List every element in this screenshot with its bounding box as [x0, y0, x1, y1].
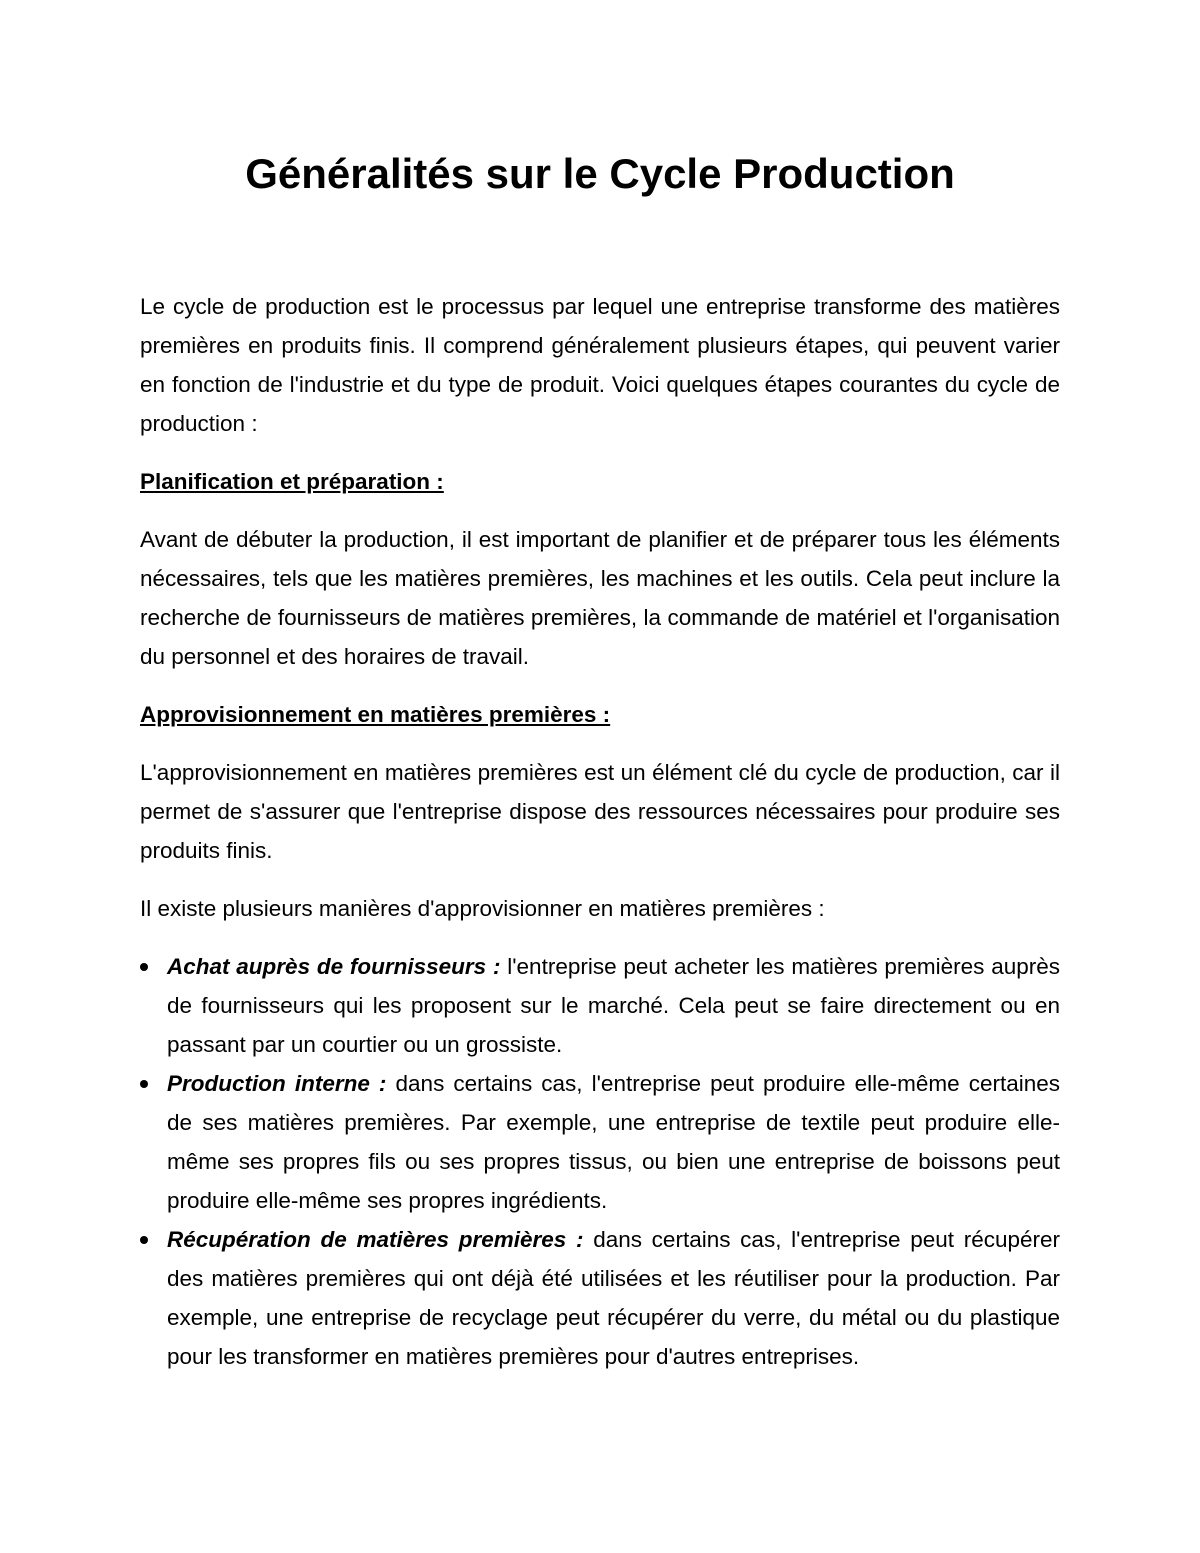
planification-paragraph: Avant de débuter la production, il est important de planifier et de préparer tous les éléments nécessaires, tels que les matières premières, les machines et les outils. Cela peut inclure la recherche de fournisseurs de matières premières, la commande de matériel et l'organisation du personnel et des horaires de travail. [140, 527, 1060, 669]
approvisionnement-lead: Il existe plusieurs manières d'approvisionner en matières premières : [140, 896, 825, 921]
list-item-text: dans certains cas, l'entreprise peut récupérer des matières premières qui ont déjà été utilisées et les réutiliser pour la production. Par exemple, une entreprise de recyclage peut récupérer du verre, du métal ou du plastique pour les transformer en matières premières pour d'autres entreprises. [167, 1227, 1060, 1369]
approvisionnement-paragraph: L'approvisionnement en matières premières est un élément clé du cycle de production, car il permet de s'assurer que l'entreprise dispose des ressources nécessaires pour produire ses produits finis. [140, 760, 1060, 863]
list-item-term: Achat auprès de fournisseurs : [167, 954, 501, 979]
list-item-text: l'entreprise peut acheter les matières premières auprès de fournisseurs qui les proposent sur le marché. Cela peut se faire directement ou en passant par un courtier ou un grossiste. [167, 954, 1060, 1057]
page-title: Généralités sur le Cycle Production [245, 150, 955, 197]
list-item-term: Récupération de matières premières : [167, 1227, 584, 1252]
list-item-text: dans certains cas, l'entreprise peut produire elle-même certaines de ses matières premières. Par exemple, une entreprise de textile peut produire elle-même ses propres fils ou ses propres tissus, ou bien une entreprise de boissons peut produire elle-même ses propres ingrédients. [167, 1071, 1061, 1213]
list-item [140, 947, 1060, 1064]
bullet-icon [140, 963, 148, 971]
list-item-term: Production interne : [167, 1071, 387, 1096]
section-heading-planification: Planification et préparation : [140, 469, 444, 494]
list-item [140, 1064, 1060, 1220]
document-body [140, 287, 1060, 1376]
approvisionnement-methods-list [140, 947, 1060, 1376]
intro-paragraph: Le cycle de production est le processus par lequel une entreprise transforme des matières premières en produits finis. Il comprend généralement plusieurs étapes, qui peuvent varier en fonction de l'industrie et du type de produit. Voici quelques étapes courantes du cycle de production : [140, 294, 1060, 436]
list-item [140, 1220, 1060, 1376]
section-heading-approvisionnement: Approvisionnement en matières premières : [140, 702, 611, 727]
bullet-icon [140, 1236, 148, 1244]
bullet-icon [140, 1080, 148, 1088]
